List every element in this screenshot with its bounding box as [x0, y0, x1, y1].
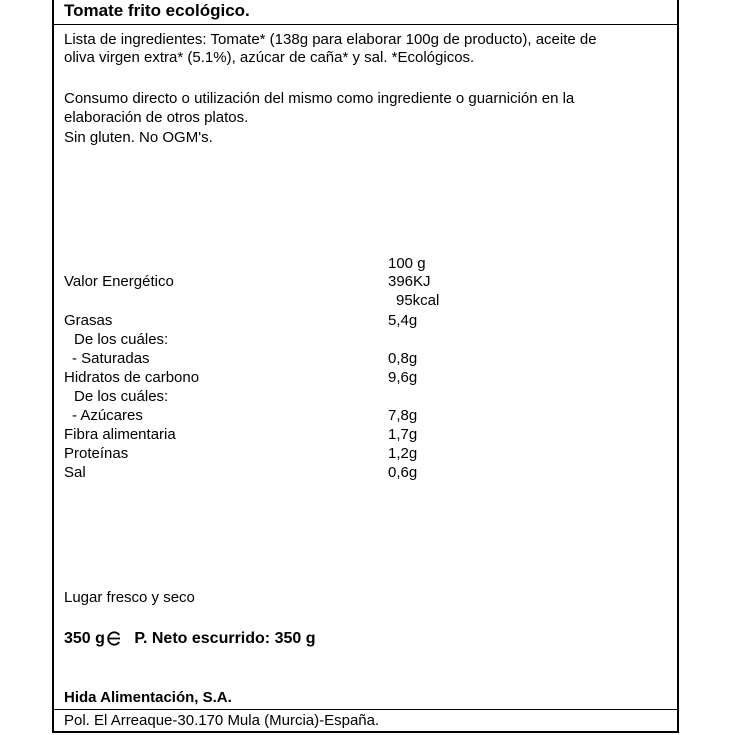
usage-line-1: Consumo directo o utilización del mismo como ingrediente o guarnición en la	[64, 90, 575, 107]
nutrition-label: - Azúcares	[72, 407, 143, 424]
nutrition-label: De los cuáles:	[74, 331, 169, 348]
drained-weight: P. Neto escurrido: 350 g	[134, 630, 316, 647]
nutrition-value: 7,8g	[388, 407, 418, 424]
usage-line-3: Sin gluten. No OGM's.	[64, 129, 213, 146]
nutrition-value: 1,7g	[388, 426, 418, 443]
usage-line-2: elaboración de otros platos.	[64, 109, 249, 126]
nutrition-value: 95kcal	[396, 292, 440, 309]
company-divider	[54, 709, 677, 710]
nutrition-per-header: 100 g	[388, 255, 426, 272]
estimated-sign-icon	[106, 631, 122, 652]
net-weight-line	[64, 629, 315, 652]
nutrition-label: Proteínas	[64, 445, 129, 462]
nutrition-value: 0,8g	[388, 350, 418, 367]
nutrition-label: Fibra alimentaria	[64, 426, 176, 443]
nutrition-label: Grasas	[64, 312, 113, 329]
nutrition-label: - Saturadas	[72, 350, 150, 367]
product-title: Tomate frito ecológico.	[64, 1, 250, 20]
nutrition-value: 0,6g	[388, 464, 418, 481]
storage-note: Lugar fresco y seco	[64, 589, 195, 606]
ingredients-line-2: oliva virgen extra* (5.1%), azúcar de caña* y sal. *Ecológicos.	[64, 49, 475, 66]
company-address: Pol. El Arreaque-30.170 Mula (Murcia)-España.	[64, 712, 380, 729]
nutrition-value: 1,2g	[388, 445, 418, 462]
nutrition-value: 396KJ	[388, 273, 431, 290]
nutrition-label: Sal	[64, 464, 86, 481]
nutrition-value: 5,4g	[388, 312, 418, 329]
nutrition-label: Valor Energético	[64, 273, 174, 290]
nutrition-value: 9,6g	[388, 369, 418, 386]
nutrition-label: Hidratos de carbono	[64, 369, 200, 386]
company-name: Hida Alimentación, S.A.	[64, 689, 232, 706]
nutrition-label: De los cuáles:	[74, 388, 169, 405]
net-weight: 350 g	[64, 630, 105, 647]
title-divider	[54, 24, 677, 25]
ingredients-line-1: Lista de ingredientes: Tomate* (138g para elaborar 100g de producto), aceite de	[64, 31, 597, 48]
